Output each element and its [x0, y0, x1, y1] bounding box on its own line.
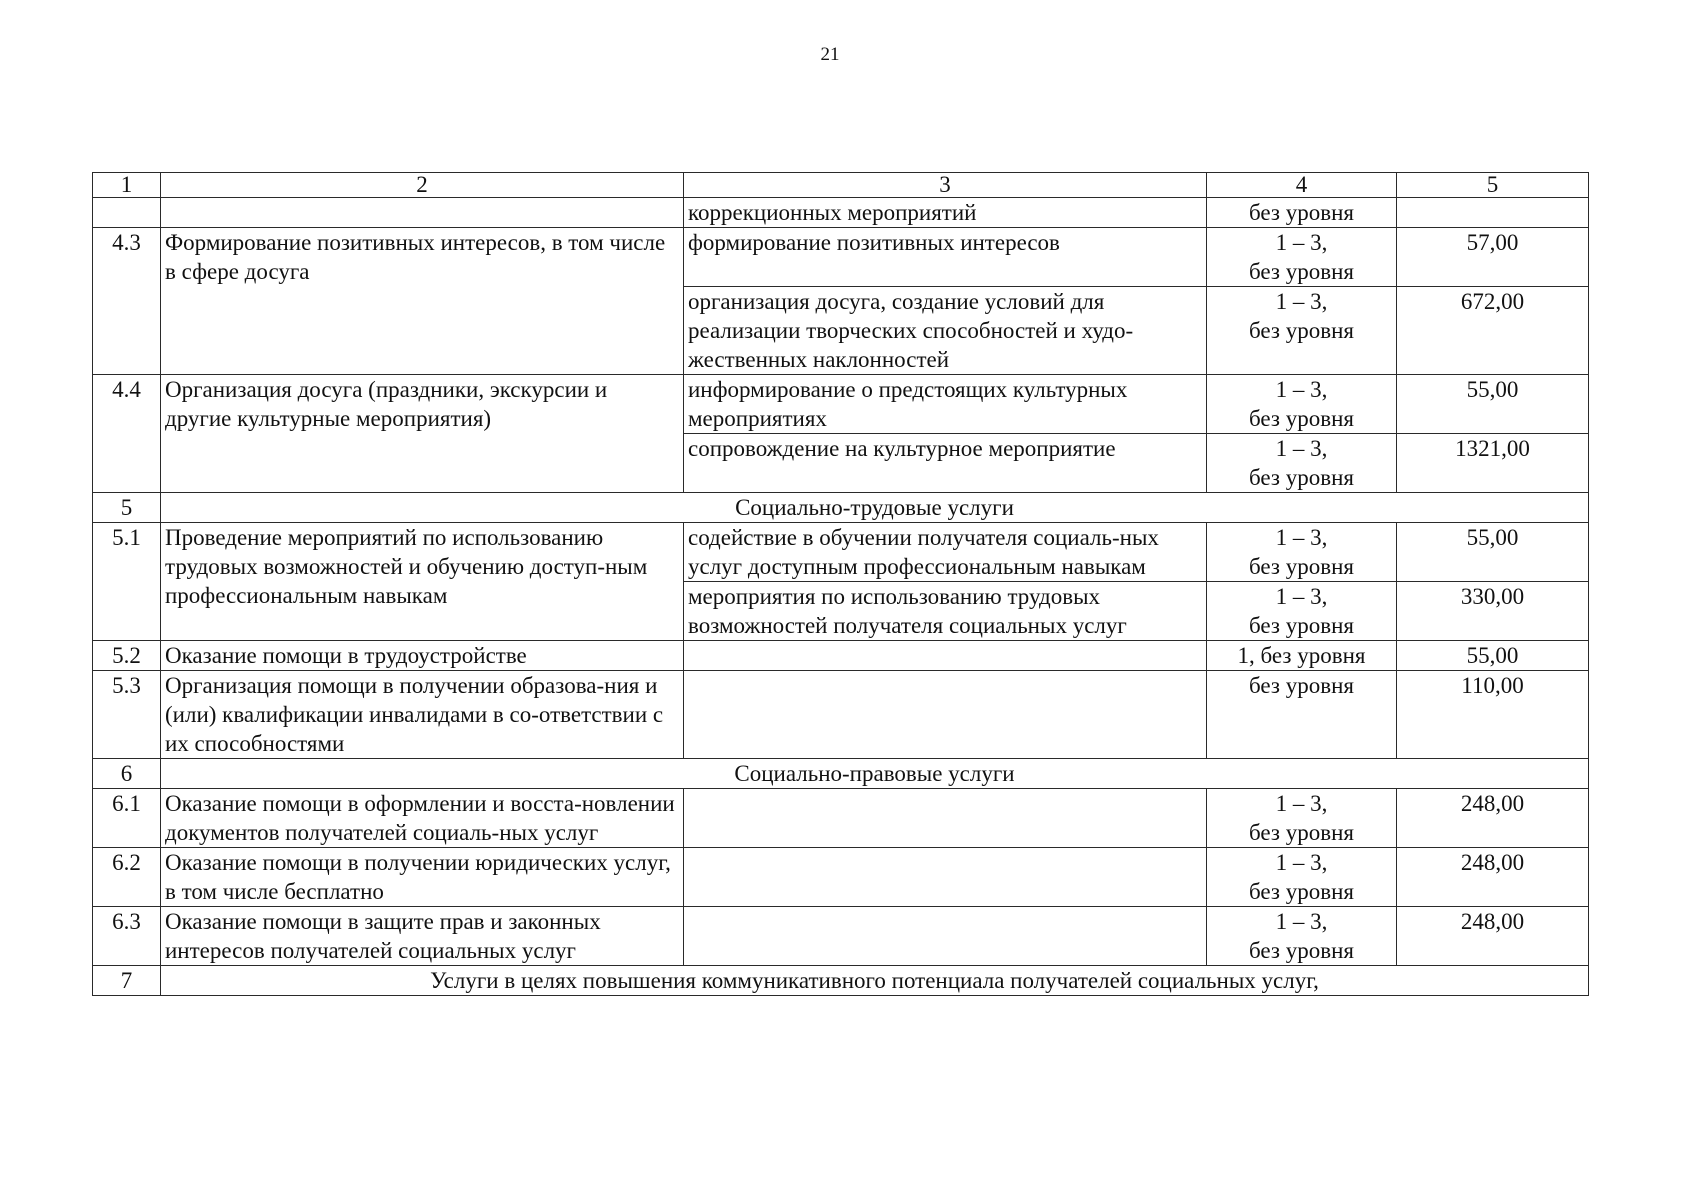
level-range: 1 – 3,	[1275, 525, 1328, 550]
row-number: 5.3	[93, 671, 161, 759]
level-none: без уровня	[1249, 879, 1354, 904]
service-title: Проведение мероприятий по использованию трудовых возможностей и обучению доступ-ным профессиональным навыкам	[161, 523, 684, 641]
level-range: 1 – 3,	[1275, 436, 1328, 461]
service-title: Оказание помощи в оформлении и восста-новлении документов получателей социаль-ных услуг	[161, 789, 684, 848]
price-cell: 248,00	[1397, 848, 1589, 907]
service-title: Формирование позитивных интересов, в том числе в сфере досуга	[161, 228, 684, 375]
section-row	[93, 493, 1589, 523]
service-title: Оказание помощи в получении юридических услуг, в том числе бесплатно	[161, 848, 684, 907]
price-cell: 330,00	[1397, 582, 1589, 641]
header-col-2: 2	[161, 173, 684, 198]
level-none: без уровня	[1249, 465, 1354, 490]
header-col-3: 3	[684, 173, 1207, 198]
section-row	[93, 759, 1589, 789]
row-number: 6.1	[93, 789, 161, 848]
row-number: 6.2	[93, 848, 161, 907]
level-cell: без уровня	[1207, 671, 1397, 759]
level-range: 1 – 3,	[1275, 850, 1328, 875]
sub-service	[684, 641, 1207, 671]
level-none: без уровня	[1249, 613, 1354, 638]
service-title: Оказание помощи в защите прав и законных интересов получателей социальных услуг	[161, 907, 684, 966]
header-col-1: 1	[93, 173, 161, 198]
level-cell: без уровня	[1207, 198, 1397, 228]
table-row	[93, 671, 1589, 759]
level-range: 1 – 3,	[1275, 230, 1328, 255]
sub-service	[684, 789, 1207, 848]
table-row	[93, 789, 1589, 848]
price-cell: 110,00	[1397, 671, 1589, 759]
services-table	[92, 172, 1589, 996]
price-cell: 1321,00	[1397, 434, 1589, 493]
level-cell	[1207, 582, 1397, 641]
page-number: 21	[820, 44, 840, 65]
sub-service	[684, 907, 1207, 966]
sub-service: организация досуга, создание условий для реализации творческих способностей и худо-жественных наклонностей	[684, 287, 1207, 375]
level-cell	[1207, 789, 1397, 848]
level-range: 1 – 3,	[1275, 791, 1328, 816]
table-row	[93, 907, 1589, 966]
sub-service: коррекционных мероприятий	[684, 198, 1207, 228]
row-number: 4.4	[93, 375, 161, 493]
section-number: 7	[93, 966, 161, 996]
row-number: 6.3	[93, 907, 161, 966]
section-title: Социально-трудовые услуги	[161, 493, 1589, 523]
section-number: 5	[93, 493, 161, 523]
level-cell	[1207, 848, 1397, 907]
table-row	[93, 523, 1589, 582]
level-range: 1 – 3,	[1275, 909, 1328, 934]
level-cell	[1207, 907, 1397, 966]
level-range: 1 – 3,	[1275, 584, 1328, 609]
level-none: без уровня	[1249, 318, 1354, 343]
sub-service: информирование о предстоящих культурных мероприятиях	[684, 375, 1207, 434]
service-title: Организация помощи в получении образова-ния и (или) квалификации инвалидами в со-ответствии с их способностями	[161, 671, 684, 759]
service-title	[161, 198, 684, 228]
sub-service	[684, 848, 1207, 907]
level-none: без уровня	[1249, 938, 1354, 963]
row-number: 5.1	[93, 523, 161, 641]
section-title: Услуги в целях повышения коммуникативного потенциала получателей социальных услуг,	[161, 966, 1589, 996]
header-col-4: 4	[1207, 173, 1397, 198]
table-row	[93, 375, 1589, 434]
level-cell	[1207, 375, 1397, 434]
price-cell: 55,00	[1397, 375, 1589, 434]
sub-service	[684, 671, 1207, 759]
row-number: 4.3	[93, 228, 161, 375]
level-cell: 1, без уровня	[1207, 641, 1397, 671]
service-title: Оказание помощи в трудоустройстве	[161, 641, 684, 671]
table-row	[93, 641, 1589, 671]
price-cell: 248,00	[1397, 907, 1589, 966]
level-none: без уровня	[1249, 820, 1354, 845]
service-title: Организация досуга (праздники, экскурсии и другие культурные мероприятия)	[161, 375, 684, 493]
section-row	[93, 966, 1589, 996]
section-number: 6	[93, 759, 161, 789]
header-row	[93, 173, 1589, 198]
price-cell: 672,00	[1397, 287, 1589, 375]
row-number: 5.2	[93, 641, 161, 671]
level-none: без уровня	[1249, 554, 1354, 579]
sub-service: содействие в обучении получателя социаль-ных услуг доступным профессиональным навыкам	[684, 523, 1207, 582]
sub-service: сопровождение на культурное мероприятие	[684, 434, 1207, 493]
table-row	[93, 228, 1589, 287]
level-cell	[1207, 228, 1397, 287]
level-none: без уровня	[1249, 259, 1354, 284]
level-cell	[1207, 287, 1397, 375]
level-none: без уровня	[1249, 406, 1354, 431]
price-cell: 55,00	[1397, 523, 1589, 582]
level-range: 1 – 3,	[1275, 377, 1328, 402]
level-cell	[1207, 523, 1397, 582]
level-cell	[1207, 434, 1397, 493]
table-row	[93, 848, 1589, 907]
section-title: Социально-правовые услуги	[161, 759, 1589, 789]
price-cell	[1397, 198, 1589, 228]
price-cell: 55,00	[1397, 641, 1589, 671]
price-cell: 57,00	[1397, 228, 1589, 287]
price-cell: 248,00	[1397, 789, 1589, 848]
sub-service: мероприятия по использованию трудовых возможностей получателя социальных услуг	[684, 582, 1207, 641]
sub-service: формирование позитивных интересов	[684, 228, 1207, 287]
level-range: 1 – 3,	[1275, 289, 1328, 314]
table-row	[93, 198, 1589, 228]
header-col-5: 5	[1397, 173, 1589, 198]
row-number	[93, 198, 161, 228]
